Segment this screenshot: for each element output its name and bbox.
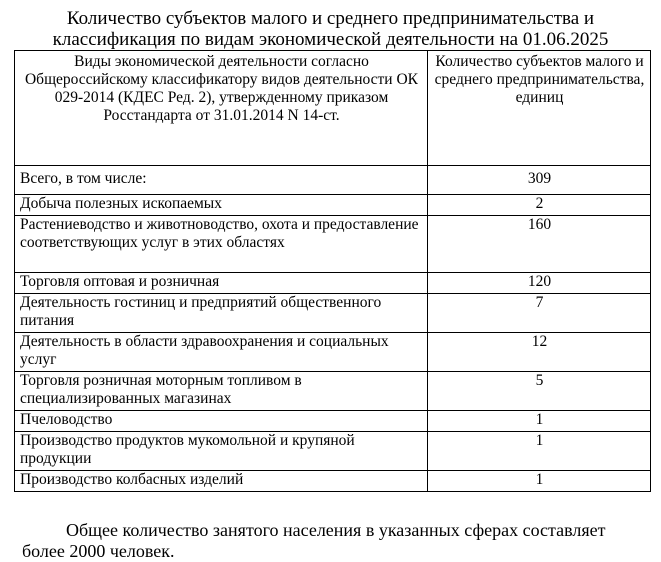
row-count: 120: [428, 273, 651, 294]
row-activity: Торговля розничная моторным топливом в специализированных магазинах: [15, 372, 428, 411]
table-header-row: [15, 51, 651, 166]
row-activity: Добыча полезных ископаемых: [15, 195, 428, 216]
table-row: [15, 216, 651, 273]
row-count: 1: [428, 411, 651, 432]
row-count: 160: [428, 216, 651, 273]
table-row: [15, 273, 651, 294]
header-count: Количество субъектов малого и среднего предпринимательства, единиц: [428, 51, 651, 166]
row-activity: Деятельность гостиниц и предприятий общественного питания: [15, 294, 428, 333]
row-count: 5: [428, 372, 651, 411]
table-row: [15, 333, 651, 372]
sme-table: [14, 50, 651, 492]
row-activity: Производство продуктов мукомольной и крупяной продукции: [15, 432, 428, 471]
row-count: 2: [428, 195, 651, 216]
row-activity: Растениеводство и животноводство, охота и предоставление соответствующих услуг в этих областях: [15, 216, 428, 273]
title-line-2: классификация по видам экономической деятельности на 01.06.2025: [52, 29, 609, 50]
row-count: 1: [428, 471, 651, 492]
document-title: [0, 8, 661, 50]
row-activity: Торговля оптовая и розничная: [15, 273, 428, 294]
table-row: [15, 471, 651, 492]
row-activity: Производство колбасных изделий: [15, 471, 428, 492]
row-count: 12: [428, 333, 651, 372]
table-row: [15, 432, 651, 471]
table-row: [15, 372, 651, 411]
table-row: [15, 294, 651, 333]
table-row-total: [15, 166, 651, 195]
row-activity: Деятельность в области здравоохранения и социальных услуг: [15, 333, 428, 372]
table-row: [15, 195, 651, 216]
row-count: 309: [428, 166, 651, 195]
row-activity: Пчеловодство: [15, 411, 428, 432]
row-activity: Всего, в том числе:: [15, 166, 428, 195]
header-activity: Виды экономической деятельности согласно Общероссийскому классификатору видов деятельности ОК 029-2014 (КДЕС Ред. 2), утвержденному приказом Росстандарта от 31.01.2014 N 14-ст.: [15, 51, 428, 166]
row-count: 7: [428, 294, 651, 333]
footer-paragraph: Общее количество занятого населения в указанных сферах составляет более 2000 человек.: [22, 520, 606, 561]
row-count: 1: [428, 432, 651, 471]
title-line-1: Количество субъектов малого и среднего предпринимательства и: [66, 8, 595, 29]
table-row: [15, 411, 651, 432]
